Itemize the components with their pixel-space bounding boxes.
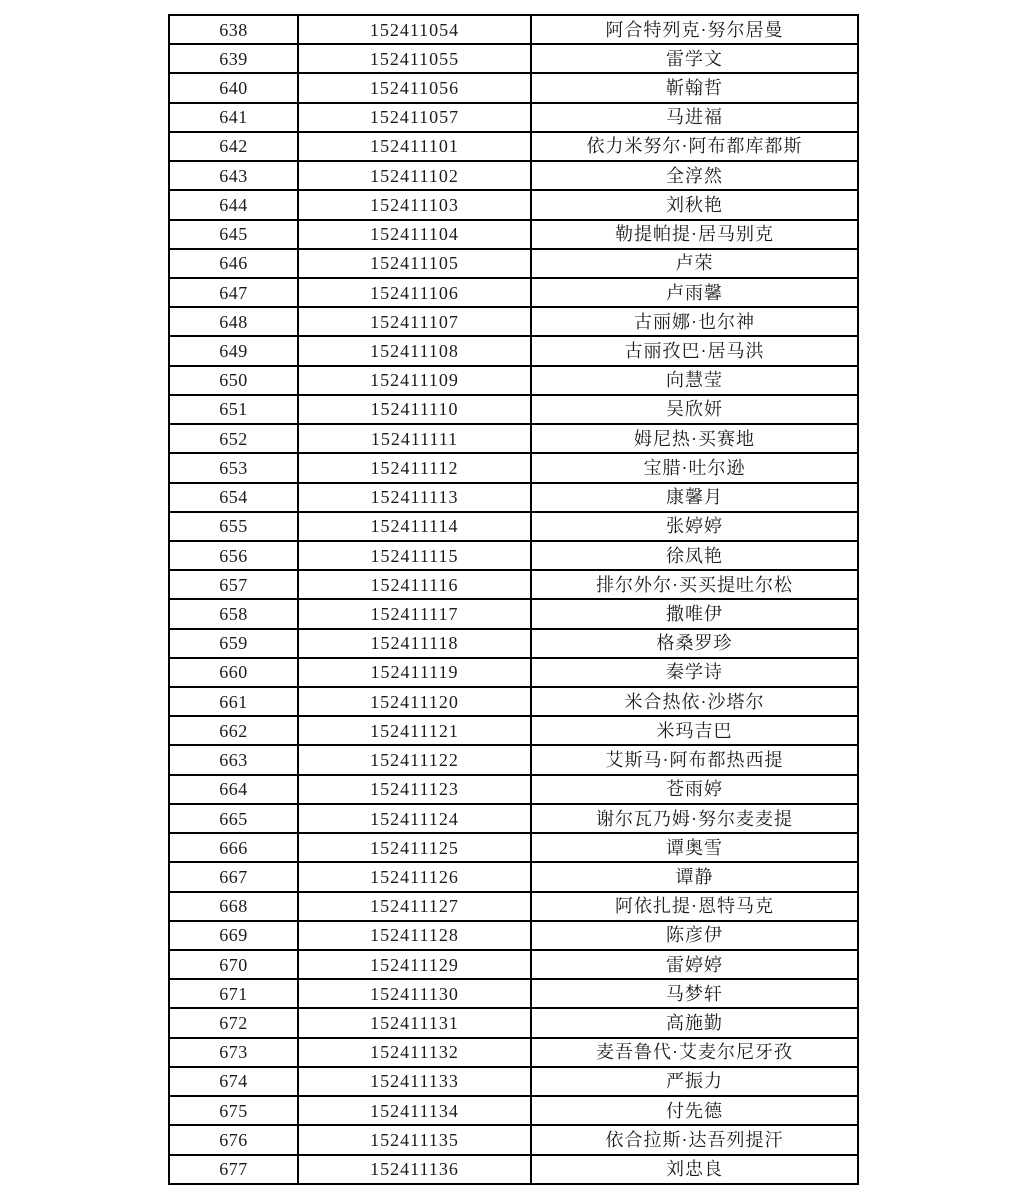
row-number-cell: 643 [169,161,298,190]
row-number-cell: 673 [169,1038,298,1067]
row-number-cell: 642 [169,132,298,161]
candidate-name-cell: 古丽孜巴·居马洪 [531,336,858,365]
candidate-roster-table [168,14,859,1185]
candidate-name-cell: 卢雨馨 [531,278,858,307]
candidate-id-cell: 152411124 [298,804,531,833]
candidate-id-cell: 152411125 [298,833,531,862]
candidate-name-cell: 刘忠良 [531,1155,858,1184]
candidate-name-cell: 全淳然 [531,161,858,190]
candidate-id-cell: 152411132 [298,1038,531,1067]
candidate-id-cell: 152411136 [298,1155,531,1184]
row-number-cell: 645 [169,220,298,249]
row-number-cell: 668 [169,892,298,921]
candidate-id-cell: 152411057 [298,103,531,132]
table-row [169,950,858,979]
candidate-name-cell: 撒唯伊 [531,599,858,628]
row-number-cell: 653 [169,453,298,482]
candidate-id-cell: 152411126 [298,862,531,891]
table-row [169,979,858,1008]
candidate-name-cell: 徐凤艳 [531,541,858,570]
table-row [169,716,858,745]
candidate-name-cell: 向慧莹 [531,366,858,395]
row-number-cell: 670 [169,950,298,979]
candidate-name-cell: 高施勤 [531,1008,858,1037]
candidate-name-cell: 付先德 [531,1096,858,1125]
table-row [169,132,858,161]
table-row [169,658,858,687]
candidate-name-cell: 马梦轩 [531,979,858,1008]
table-row [169,220,858,249]
table-row [169,541,858,570]
table-row [169,570,858,599]
candidate-id-cell: 152411111 [298,424,531,453]
candidate-name-cell: 阿依扎提·恩特马克 [531,892,858,921]
candidate-name-cell: 米合热依·沙塔尔 [531,687,858,716]
candidate-id-cell: 152411115 [298,541,531,570]
row-number-cell: 639 [169,44,298,73]
table-row [169,103,858,132]
candidate-name-cell: 格桑罗珍 [531,629,858,658]
table-row [169,629,858,658]
candidate-id-cell: 152411130 [298,979,531,1008]
candidate-name-cell: 古丽娜·也尔神 [531,307,858,336]
table-row [169,1067,858,1096]
candidate-name-cell: 雷婷婷 [531,950,858,979]
candidate-id-cell: 152411118 [298,629,531,658]
table-row [169,921,858,950]
row-number-cell: 660 [169,658,298,687]
table-row [169,1038,858,1067]
candidate-id-cell: 152411107 [298,307,531,336]
table-row [169,599,858,628]
row-number-cell: 648 [169,307,298,336]
table-row [169,161,858,190]
row-number-cell: 665 [169,804,298,833]
table-row [169,687,858,716]
candidate-id-cell: 152411113 [298,483,531,512]
candidate-id-cell: 152411106 [298,278,531,307]
row-number-cell: 647 [169,278,298,307]
candidate-id-cell: 152411121 [298,716,531,745]
table-row [169,804,858,833]
row-number-cell: 663 [169,745,298,774]
table-row [169,833,858,862]
row-number-cell: 657 [169,570,298,599]
candidate-id-cell: 152411102 [298,161,531,190]
candidate-id-cell: 152411104 [298,220,531,249]
table-row [169,453,858,482]
candidate-id-cell: 152411101 [298,132,531,161]
candidate-name-cell: 阿合特列克·努尔居曼 [531,15,858,44]
row-number-cell: 676 [169,1125,298,1154]
row-number-cell: 666 [169,833,298,862]
row-number-cell: 669 [169,921,298,950]
row-number-cell: 652 [169,424,298,453]
row-number-cell: 641 [169,103,298,132]
candidate-name-cell: 秦学诗 [531,658,858,687]
candidate-name-cell: 宝腊·吐尔逊 [531,453,858,482]
candidate-name-cell: 卢荣 [531,249,858,278]
candidate-id-cell: 152411135 [298,1125,531,1154]
candidate-name-cell: 依合拉斯·达吾列提汗 [531,1125,858,1154]
candidate-id-cell: 152411109 [298,366,531,395]
candidate-name-cell: 严振力 [531,1067,858,1096]
candidate-name-cell: 艾斯马·阿布都热西提 [531,745,858,774]
candidate-name-cell: 刘秋艳 [531,190,858,219]
row-number-cell: 638 [169,15,298,44]
candidate-id-cell: 152411054 [298,15,531,44]
candidate-name-cell: 马进福 [531,103,858,132]
candidate-name-cell: 姆尼热·买赛地 [531,424,858,453]
candidate-id-cell: 152411110 [298,395,531,424]
table-row [169,512,858,541]
table-row [169,307,858,336]
table-row [169,249,858,278]
table-row [169,395,858,424]
table-row [169,336,858,365]
row-number-cell: 664 [169,775,298,804]
candidate-id-cell: 152411127 [298,892,531,921]
row-number-cell: 661 [169,687,298,716]
candidate-id-cell: 152411056 [298,73,531,102]
candidate-name-cell: 勒提帕提·居马别克 [531,220,858,249]
row-number-cell: 677 [169,1155,298,1184]
candidate-name-cell: 吴欣妍 [531,395,858,424]
row-number-cell: 650 [169,366,298,395]
row-number-cell: 671 [169,979,298,1008]
candidate-id-cell: 152411133 [298,1067,531,1096]
row-number-cell: 640 [169,73,298,102]
table-row [169,73,858,102]
candidate-id-cell: 152411123 [298,775,531,804]
row-number-cell: 662 [169,716,298,745]
row-number-cell: 651 [169,395,298,424]
candidate-id-cell: 152411108 [298,336,531,365]
candidate-name-cell: 依力米努尔·阿布都库都斯 [531,132,858,161]
candidate-id-cell: 152411105 [298,249,531,278]
candidate-id-cell: 152411129 [298,950,531,979]
row-number-cell: 654 [169,483,298,512]
candidate-id-cell: 152411134 [298,1096,531,1125]
candidate-name-cell: 苍雨婷 [531,775,858,804]
candidate-id-cell: 152411116 [298,570,531,599]
candidate-name-cell: 谭静 [531,862,858,891]
table-row [169,483,858,512]
candidate-id-cell: 152411120 [298,687,531,716]
row-number-cell: 672 [169,1008,298,1037]
row-number-cell: 675 [169,1096,298,1125]
candidate-name-cell: 排尔外尔·买买提吐尔松 [531,570,858,599]
candidate-id-cell: 152411119 [298,658,531,687]
candidate-id-cell: 152411122 [298,745,531,774]
row-number-cell: 649 [169,336,298,365]
table-row [169,1155,858,1184]
candidate-name-cell: 康馨月 [531,483,858,512]
candidate-name-cell: 陈彦伊 [531,921,858,950]
candidate-name-cell: 张婷婷 [531,512,858,541]
row-number-cell: 667 [169,862,298,891]
table-row [169,278,858,307]
table-row [169,1096,858,1125]
candidate-id-cell: 152411131 [298,1008,531,1037]
table-row [169,190,858,219]
candidate-id-cell: 152411055 [298,44,531,73]
candidate-name-cell: 谭奥雪 [531,833,858,862]
candidate-id-cell: 152411112 [298,453,531,482]
candidate-name-cell: 谢尔瓦乃姆·努尔麦麦提 [531,804,858,833]
candidate-id-cell: 152411117 [298,599,531,628]
table-row [169,862,858,891]
row-number-cell: 644 [169,190,298,219]
row-number-cell: 655 [169,512,298,541]
table-row [169,1125,858,1154]
row-number-cell: 674 [169,1067,298,1096]
table-row [169,15,858,44]
table-row [169,745,858,774]
candidate-name-cell: 雷学文 [531,44,858,73]
candidate-id-cell: 152411103 [298,190,531,219]
candidate-name-cell: 靳翰哲 [531,73,858,102]
table-row [169,1008,858,1037]
roster-table-body [169,15,858,1184]
row-number-cell: 656 [169,541,298,570]
row-number-cell: 658 [169,599,298,628]
table-row [169,366,858,395]
table-row [169,892,858,921]
candidate-name-cell: 米玛吉巴 [531,716,858,745]
candidate-id-cell: 152411114 [298,512,531,541]
table-row [169,44,858,73]
candidate-id-cell: 152411128 [298,921,531,950]
candidate-name-cell: 麦吾鲁代·艾麦尔尼牙孜 [531,1038,858,1067]
row-number-cell: 646 [169,249,298,278]
table-row [169,775,858,804]
row-number-cell: 659 [169,629,298,658]
table-row [169,424,858,453]
